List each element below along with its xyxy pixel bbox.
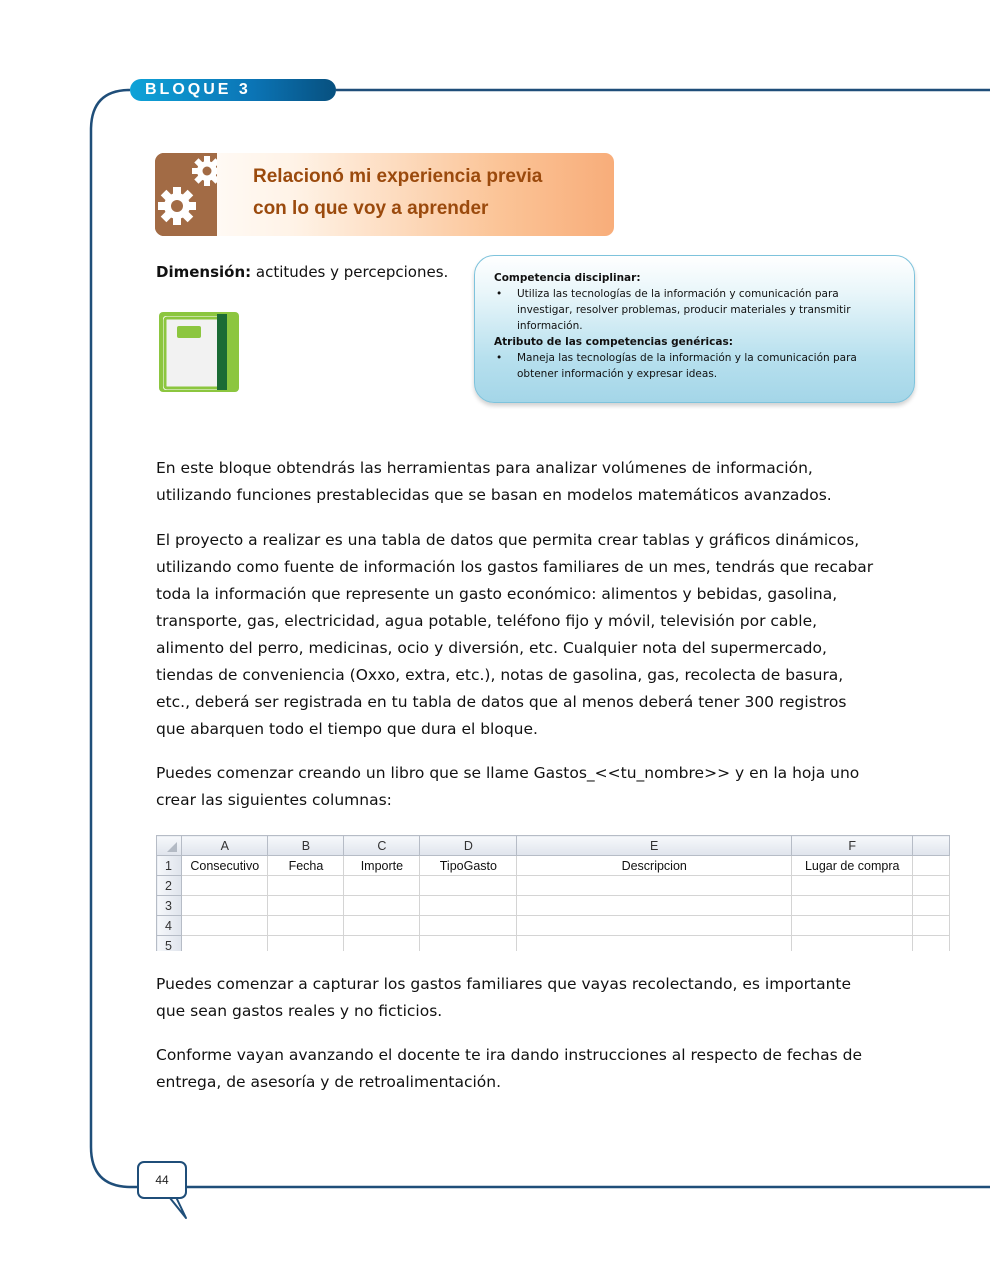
table-row bbox=[157, 916, 950, 936]
banner-title-line-1: Relacionó mi experiencia previa bbox=[253, 166, 543, 187]
gears-icon bbox=[155, 153, 217, 236]
row-number: 1 bbox=[157, 856, 182, 876]
table-cell: Lugar de compra bbox=[791, 856, 912, 876]
column-letter-empty bbox=[913, 836, 950, 856]
table-row bbox=[157, 876, 950, 896]
table-cell: Importe bbox=[344, 856, 420, 876]
column-header-row bbox=[157, 836, 950, 856]
table-cell: Fecha bbox=[268, 856, 344, 876]
paragraph-workbook: Puedes comenzar creando un libro que se llame Gastos_<<tu_nombre>> y en la hoja uno crear las siguientes columnas: bbox=[156, 764, 860, 809]
select-all-corner bbox=[157, 836, 182, 856]
section-banner bbox=[155, 153, 614, 236]
table-row bbox=[157, 896, 950, 916]
row-number: 3 bbox=[157, 896, 182, 916]
table-cell bbox=[913, 856, 950, 876]
dimension-label: Dimensión: bbox=[156, 263, 252, 281]
paragraph-capture: Puedes comenzar a capturar los gastos familiares que vayas recolectando, es importante que sean gastos reales y no ficticios. bbox=[156, 975, 852, 1020]
row-number: 4 bbox=[157, 916, 182, 936]
table-row bbox=[157, 856, 950, 876]
column-letter: A bbox=[182, 836, 268, 856]
row-number: 2 bbox=[157, 876, 182, 896]
row-number: 5 bbox=[157, 936, 182, 952]
table-cell: TipoGasto bbox=[420, 856, 517, 876]
paragraph-project: El proyecto a realizar es una tabla de datos que permita crear tablas y gráficos dinámicos, utilizando como fuente de información los gastos familiares de un mes, tendrás que recabar toda la información que represente un gasto económico: alimentos y bebidas, gasolina, transporte, gas, electricidad, agua potable, teléfono fijo y móvil, televisión por cable, alimento del perro, medicinas, ocio y diversión, etc. Cualquier nota del supermercado, tiendas de conveniencia (Oxxo, extra, etc.), notas de gasolina, gas, recolecta de basura, etc., deberá ser registrada en tu tabla de datos que al menos deberá tener 300 registros que abarquen todo el tiempo que dura el bloque. bbox=[156, 531, 874, 738]
notebook-icon bbox=[157, 310, 241, 399]
competencia-disciplinar-heading: Competencia disciplinar: bbox=[494, 272, 641, 284]
banner-title-line-2: con lo que voy a aprender bbox=[253, 198, 489, 219]
table-cell: Descripcion bbox=[517, 856, 792, 876]
atributo-heading: Atributo de las competencias genéricas: bbox=[494, 336, 733, 348]
table-cell: Consecutivo bbox=[182, 856, 268, 876]
column-letter: E bbox=[517, 836, 792, 856]
banner-title bbox=[253, 161, 603, 225]
paragraph-instructions: Conforme vayan avanzando el docente te ira dando instrucciones al respecto de fechas de entrega, de asesoría y de retroalimentación. bbox=[156, 1046, 863, 1091]
atributo-item: • Maneja las tecnologías de la información y la comunicación para obtener información y expresar ideas. bbox=[494, 350, 896, 382]
bloque-tag: BLOQUE 3 bbox=[130, 79, 336, 101]
competencia-disciplinar-item: • Utiliza las tecnologías de la información y comunicación para investigar, resolver problemas, producir materiales y transmitir información. bbox=[494, 286, 896, 334]
column-letter: C bbox=[344, 836, 420, 856]
dimension-value: actitudes y percepciones. bbox=[255, 263, 449, 281]
spreadsheet-screenshot bbox=[156, 835, 950, 951]
page-number: 44 bbox=[137, 1161, 187, 1199]
competencias-box bbox=[474, 255, 915, 403]
column-letter: B bbox=[268, 836, 344, 856]
dimension-line bbox=[156, 263, 448, 281]
column-letter: D bbox=[420, 836, 517, 856]
column-letter: F bbox=[791, 836, 912, 856]
paragraph-intro: En este bloque obtendrás las herramientas para analizar volúmenes de información, utilizando funciones prestablecidas que se basan en modelos matemáticos avanzados. bbox=[156, 459, 832, 504]
table-row bbox=[157, 936, 950, 952]
